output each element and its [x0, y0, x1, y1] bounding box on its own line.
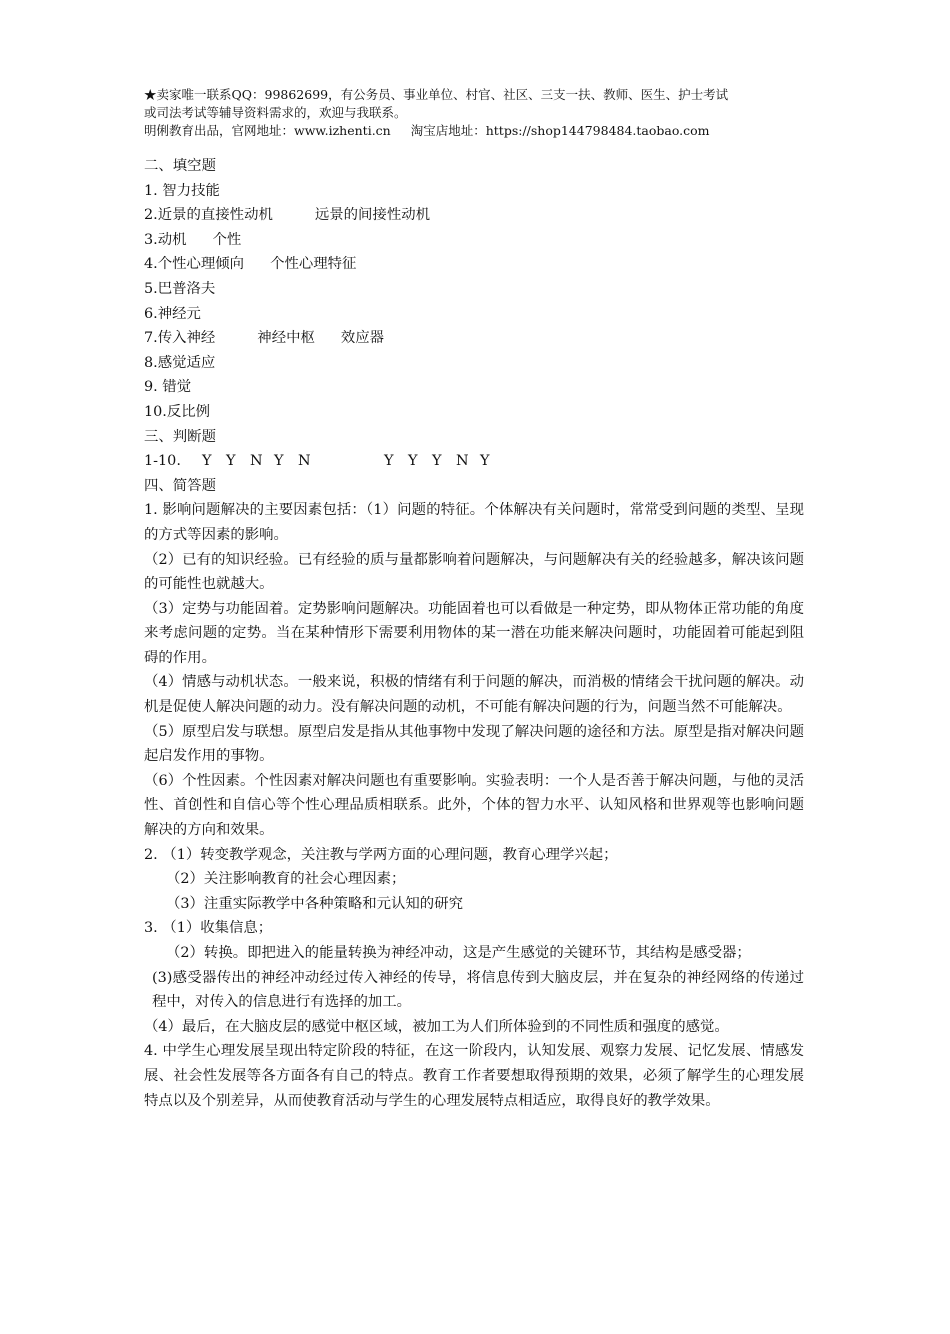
fill-answer-5: 5.巴普洛夫	[144, 280, 216, 297]
seller-header	[144, 86, 804, 140]
fill-answer-7: 7.传入神经 神经中枢 效应器	[144, 330, 385, 347]
document-page	[144, 86, 804, 1113]
q4-para: 4. 中学生心理发展呈现出特定阶段的特征，在这一阶段内，认知发展、观察力发展、记忆发展、情感发展、社会性发展等各方面各有自己的特点。教育工作者要想取得预期的效果，必须了解学生的心理发展特点以及个别差异，从而使教育活动与学生的心理发展特点相适应，取得良好的教学效果。	[144, 1043, 804, 1109]
q1-para-5: （5）原型启发与联想。原型启发是指从其他事物中发现了解决问题的途径和方法。原型是指对解决问题起启发作用的事物。	[144, 723, 804, 765]
q1-para-2: （2）已有的知识经验。已有经验的质与量都影响着问题解决，与问题解决有关的经验越多，解决该问题的可能性也就越大。	[144, 551, 804, 593]
q1-para-6: （6）个性因素。个性因素对解决问题也有重要影响。实验表明：一个人是否善于解决问题，与他的灵活性、首创性和自信心等个性心理品质相联系。此外，个体的智力水平、认知风格和世界观等也影响问题解决的方向和效果。	[144, 772, 804, 839]
q3-line-1: 3. （1）收集信息；	[144, 920, 273, 937]
header-line-2: 或司法考试等辅导资料需求的，欢迎与我联系。	[144, 105, 407, 120]
q1-para-4: （4）情感与动机状态。一般来说，积极的情绪有利于问题的解决，而消极的情绪会干扰问题的解决。动机是促使人解决问题的动力。没有解决问题的动机，不可能有解决问题的行为，问题当然不可能解决。	[144, 674, 804, 716]
shop-text: 淘宝店地址：https://shop144798484.taobao.com	[410, 123, 710, 138]
q1-para-1: 1. 影响问题解决的主要因素包括：（1）问题的特征。个体解决有关问题时，常常受到问题的类型、呈现的方式等因素的影响。	[144, 502, 804, 543]
fill-answer-1: 1. 智力技能	[144, 182, 220, 199]
q2-line-2: （2）关注影响教育的社会心理因素；	[166, 871, 406, 888]
q3-line-4: （4）最后，在大脑皮层的感觉中枢区域，被加工为人们所体验到的不同性质和强度的感觉。	[144, 1018, 729, 1035]
fill-answer-6: 6.神经元	[144, 305, 201, 322]
fill-answer-9: 9. 错觉	[144, 379, 192, 396]
header-line-1: ★卖家唯一联系QQ：99862699，有公务员、事业单位、村官、社区、三支一扶、教师、医生、护士考试	[144, 87, 729, 102]
q3-line-3: (3)感受器传出的神经冲动经过传入神经的传导，将信息传到大脑皮层，并在复杂的神经网络的传递过程中，对传入的信息进行有选择的加工。	[152, 969, 804, 1011]
section-title-fill-in: 二、填空题	[144, 158, 216, 174]
judge-answers: 1-10. Y Y N Y N Y Y Y N Y	[144, 453, 490, 470]
q2-line-3: （3）注重实际教学中各种策略和元认知的研究	[166, 895, 463, 912]
fill-answer-4: 4.个性心理倾向 个性心理特征	[144, 256, 357, 273]
answer-content	[144, 154, 804, 1113]
section-title-short: 四、简答题	[144, 477, 216, 494]
fill-answer-2: 2.近景的直接性动机 远景的间接性动机	[144, 207, 430, 224]
fill-answer-3: 3.动机 个性	[144, 231, 242, 248]
q2-line-1: 2. （1）转变教学观念，关注教与学两方面的心理问题，教育心理学兴起；	[144, 846, 618, 863]
section-title-judge: 三、判断题	[144, 428, 216, 445]
q3-line-2: （2）转换。即把进入的能量转换为神经冲动，这是产生感觉的关键环节，其结构是感受器；	[166, 945, 751, 961]
header-line-3	[144, 122, 804, 140]
fill-answer-8: 8.感觉适应	[144, 354, 216, 371]
website-text: 明俐教育出品，官网地址：www.izhenti.cn	[144, 123, 391, 138]
q1-para-3: （3）定势与功能固着。定势影响问题解决。功能固着也可以看做是一种定势，即从物体正常功能的角度来考虑问题的定势。当在某种情形下需要利用物体的某一潜在功能来解决问题时，功能固着可能起到阻碍的作用。	[144, 600, 804, 666]
fill-answer-10: 10.反比例	[144, 403, 211, 420]
